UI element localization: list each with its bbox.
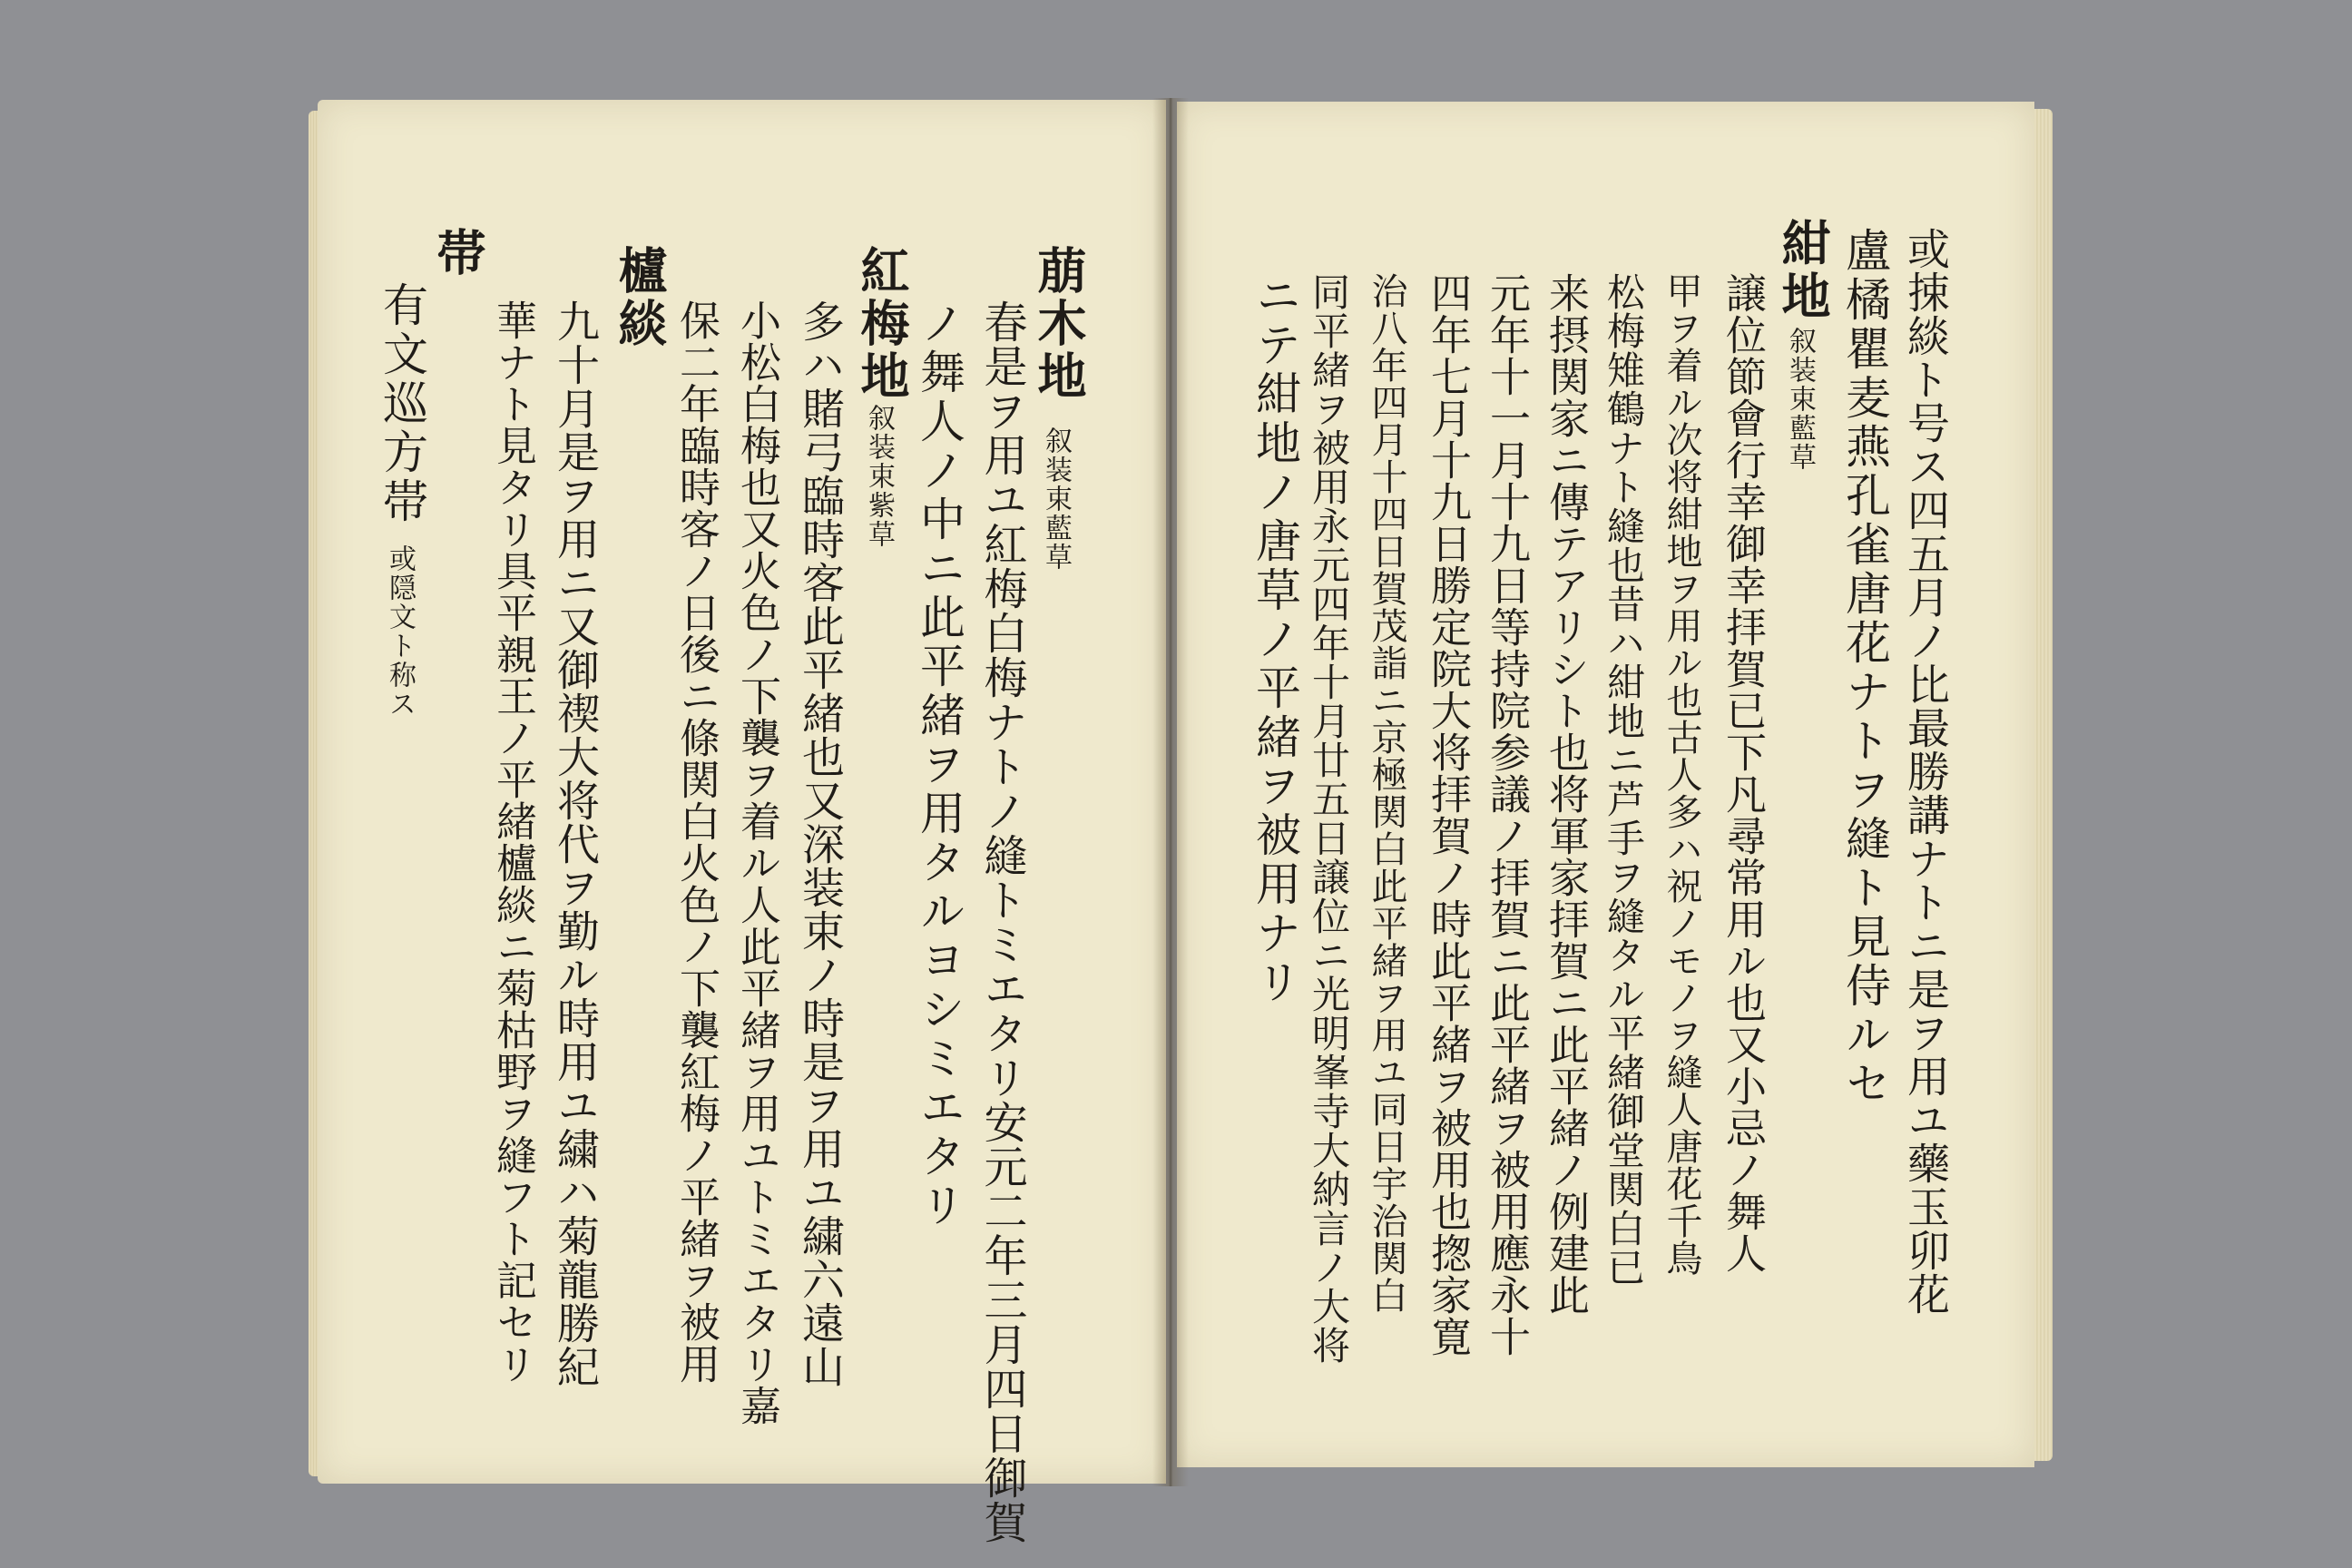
text-column-12: 有文巡方帯 [376, 281, 428, 526]
text-column-10: 華ナト見タリ具平親王ノ平緒櫨緂ニ菊枯野ヲ縫フト記セリ [489, 299, 537, 1385]
text-column-r9: 四年七月十九日勝定院大将拝賀ノ時此平緒ヲ被用也揔家寛 [1424, 272, 1472, 1357]
heading-hajidan: 櫨緂 [611, 245, 669, 350]
text-column-6: 小松白梅也又火色ノ下襲ヲ着ル人此平緒ヲ用ユトミエタリ嘉 [733, 299, 781, 1426]
heading-koubai: 紅梅地 [853, 245, 911, 403]
text-column-7: 保二年臨時客ノ日後ニ條関白火色ノ下襲紅梅ノ平緒ヲ被用 [672, 299, 720, 1385]
book-gutter [1152, 98, 1189, 1486]
text-column-r1: 或捒緂ト号ス四五月ノ比最勝講ナトニ是ヲ用ユ藥玉卯花 [1900, 227, 1950, 1316]
text-column-2: 春是ヲ用ユ紅梅白梅ナトノ縫トミエタリ安元二年三月四日御賀 [976, 299, 1027, 1544]
text-column-5: 多ハ賭弓臨時客此平緒也又深装束ノ時是ヲ用ユ繍六遠山 [795, 299, 845, 1388]
heading-moegi: 萠木地 [1030, 245, 1088, 403]
text-column-r11: 同平緒ヲ被用永元四年十月廿五日譲位ニ光明峯寺大納言ノ大将 [1307, 272, 1351, 1365]
text-column-r5: 甲ヲ着ル次将紺地ヲ用ル也古人多ハ祝ノモノヲ縫人唐花千鳥 [1661, 272, 1702, 1277]
heading-konji: 紺地 [1774, 218, 1832, 323]
right-page-edges [2034, 109, 2053, 1461]
note-konji: 叙装束藍草 [1784, 327, 1816, 472]
text-column-r8: 元年十一月十九日等持院参議ノ拝賀ニ此平緒ヲ被用應永十 [1483, 272, 1531, 1357]
note-moegi: 叙装束藍草 [1040, 426, 1072, 572]
text-column-3: ノ舞人ノ中ニ此平緒ヲ用タルヨシミエタリ [913, 299, 965, 1230]
text-column-9: 九十月是ヲ用ニ又御禊大将代ヲ勤ル時用ユ繍ハ菊龍勝紀 [550, 299, 600, 1388]
heading-obi: 帯 [429, 227, 487, 279]
text-column-r7: 来摂関家ニ傳テアリシト也将軍家拝賀ニ此平緒ノ例建此 [1542, 272, 1590, 1316]
text-column-r2: 盧橘瞿麦燕孔雀唐花ナトヲ縫ト見侍ルセ [1838, 227, 1891, 1109]
text-column-r4: 譲位節會行幸御幸拝賀已下凡尋常用ル也又小忌ノ舞人 [1719, 272, 1767, 1274]
note-koubai: 叙装束紫草 [863, 404, 895, 549]
text-column-r10: 治八年四月十四日賀茂詣ニ京極関白此平緒ヲ用ユ同日宇治関白 [1366, 272, 1407, 1314]
text-column-r6: 松梅雉鶴ナト縫也昔ハ紺地ニ芦手ヲ縫タル平緒御堂関白已 [1602, 272, 1646, 1287]
note-obi: 或隠文ト称ス [384, 544, 416, 719]
text-column-r12: ニテ紺地ノ唐草ノ平緒ヲ被用ナリ [1249, 272, 1301, 1007]
